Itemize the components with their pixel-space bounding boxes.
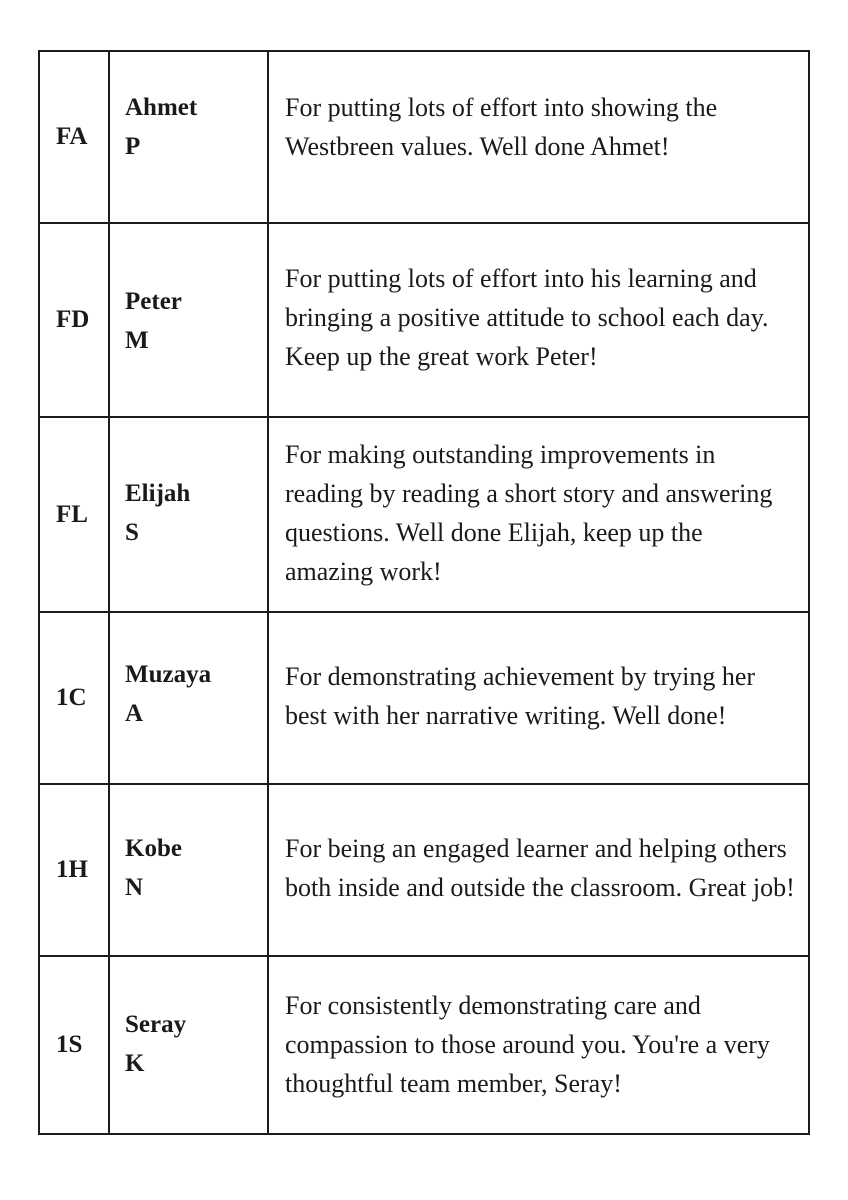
award-reason: For putting lots of effort into his learning and bringing a positive attitude to school each day. Keep up the great work Peter! bbox=[285, 263, 769, 371]
student-name bbox=[109, 417, 268, 612]
class-code: 1S bbox=[39, 956, 109, 1134]
student-name bbox=[109, 956, 268, 1134]
student-initial: P bbox=[125, 133, 141, 160]
student-first-name: Ahmet bbox=[125, 94, 198, 121]
student-initial: S bbox=[125, 518, 139, 546]
student-name bbox=[109, 223, 268, 417]
student-initial: A bbox=[125, 700, 144, 727]
student-first-name: Kobe bbox=[125, 835, 182, 862]
student-name bbox=[109, 51, 268, 223]
student-initial: M bbox=[125, 327, 149, 354]
student-first-name: Peter bbox=[125, 288, 182, 315]
class-code: 1H bbox=[39, 784, 109, 956]
student-initial: N bbox=[125, 874, 144, 901]
student-initial: K bbox=[125, 1050, 145, 1077]
table-row bbox=[39, 612, 809, 784]
table-row bbox=[39, 956, 809, 1134]
table-row bbox=[39, 417, 809, 612]
award-reason-cell bbox=[268, 784, 809, 956]
student-first-name: Muzaya bbox=[125, 661, 212, 688]
award-reason-cell bbox=[268, 417, 809, 612]
award-reason: For demonstrating achievement by trying her best with her narrative writing. Well done! bbox=[285, 662, 756, 730]
student-first-name: Elijah bbox=[125, 479, 191, 507]
table-row bbox=[39, 223, 809, 417]
award-reason: For being an engaged learner and helping others both inside and outside the classroom. Great job! bbox=[285, 834, 795, 902]
table-row bbox=[39, 784, 809, 956]
class-code: FA bbox=[39, 51, 109, 223]
class-code: FL bbox=[39, 417, 109, 612]
award-reason-cell bbox=[268, 51, 809, 223]
award-reason-cell bbox=[268, 956, 809, 1134]
class-code: FD bbox=[39, 223, 109, 417]
award-reason: For putting lots of effort into showing the Westbreen values. Well done Ahmet! bbox=[285, 93, 718, 161]
award-reason: For making outstanding improvements in reading by reading a short story and answering questions. Well done Elijah, keep up the amazing work! bbox=[285, 439, 773, 586]
award-reason: For consistently demonstrating care and compassion to those around you. You're a very thoughtful team member, Seray! bbox=[285, 990, 770, 1098]
student-name bbox=[109, 612, 268, 784]
table-row bbox=[39, 51, 809, 223]
award-reason-cell bbox=[268, 612, 809, 784]
award-reason-cell bbox=[268, 223, 809, 417]
awards-table bbox=[38, 50, 810, 1135]
class-code: 1C bbox=[39, 612, 109, 784]
student-name bbox=[109, 784, 268, 956]
student-first-name: Seray bbox=[125, 1011, 187, 1038]
